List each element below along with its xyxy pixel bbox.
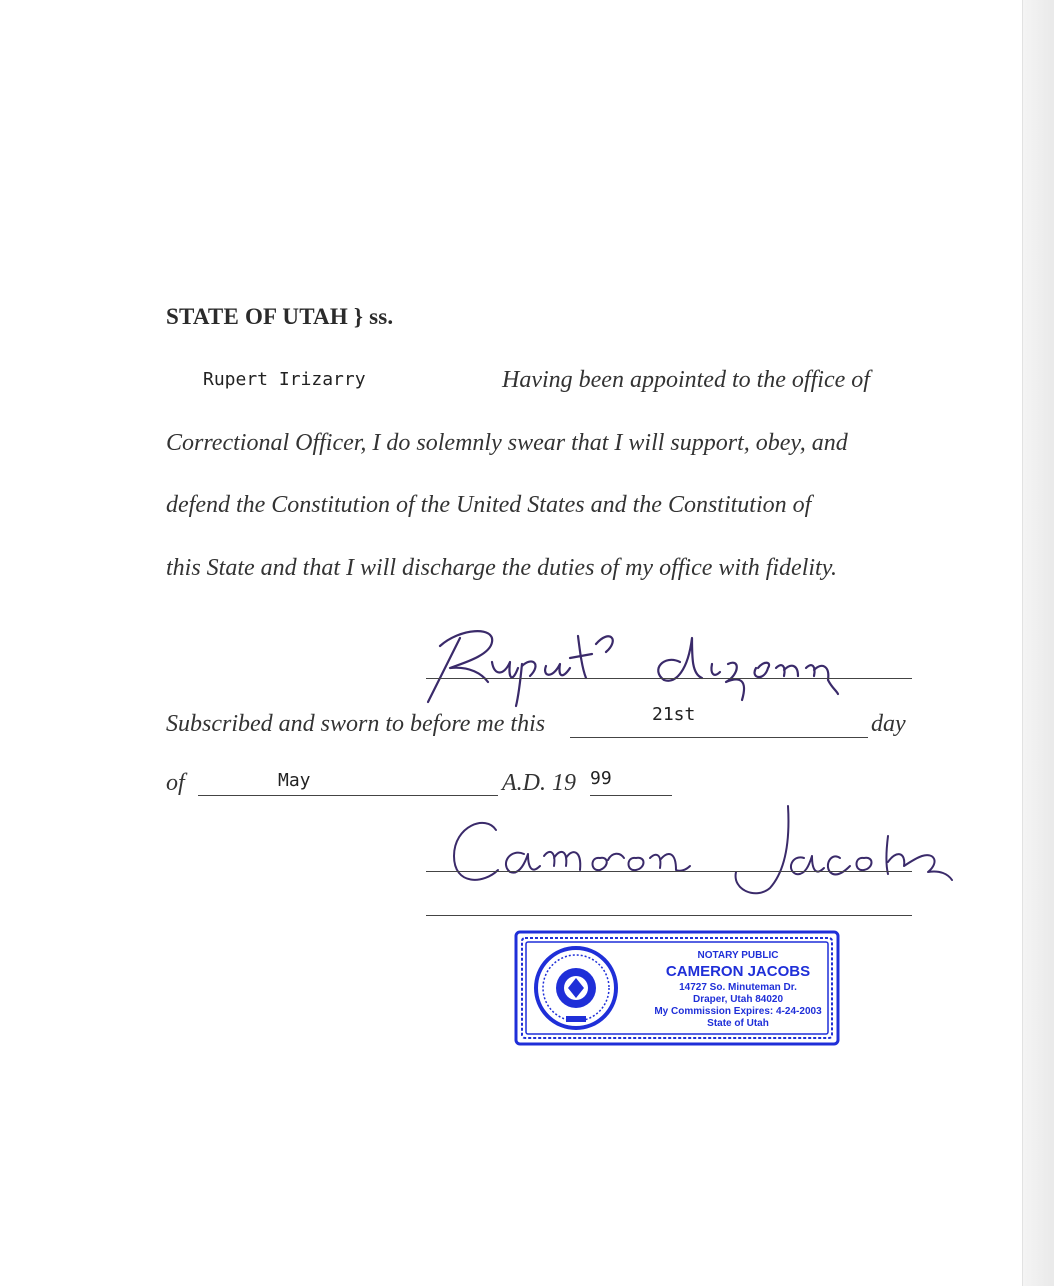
day-line bbox=[570, 737, 868, 738]
state-heading: STATE OF UTAH } ss. bbox=[166, 304, 394, 329]
day-label: day bbox=[871, 711, 906, 737]
notary-stamp bbox=[514, 930, 840, 1046]
year-suffix: 99 bbox=[590, 768, 612, 789]
stamp-address-1: 14727 So. Minuteman Dr. bbox=[679, 982, 797, 993]
year-line bbox=[590, 795, 672, 796]
month-line bbox=[198, 795, 498, 796]
stamp-state: State of Utah bbox=[707, 1018, 769, 1029]
day-value: 21st bbox=[652, 704, 696, 725]
of-label: of bbox=[166, 770, 185, 796]
subscribed-text: Subscribed and sworn to before me this bbox=[166, 711, 546, 737]
notary-signature-line bbox=[426, 871, 912, 872]
oath-line-3: defend the Constitution of the United States and the Constitution of bbox=[166, 492, 812, 518]
page-edge bbox=[1022, 0, 1054, 1286]
oath-line-4: this State and that I will discharge the duties of my office with fidelity. bbox=[166, 555, 838, 581]
appointee-signature bbox=[420, 618, 860, 708]
notary-second-line bbox=[426, 915, 912, 916]
oath-line-2: Correctional Officer, I do solemnly swear that I will support, obey, and bbox=[166, 430, 848, 456]
stamp-address-2: Draper, Utah 84020 bbox=[692, 994, 784, 1005]
stamp-title: NOTARY PUBLIC bbox=[697, 950, 779, 961]
stamp-name: CAMERON JACOBS bbox=[665, 963, 811, 980]
stamp-commission: My Commission Expires: 4-24-2003 bbox=[654, 1006, 822, 1017]
ad-prefix: A.D. 19 bbox=[502, 770, 576, 796]
notary-signature bbox=[440, 800, 960, 900]
month-value: May bbox=[278, 770, 311, 791]
appointee-name: Rupert Irizarry bbox=[203, 369, 366, 390]
oath-line-1: Having been appointed to the office of bbox=[502, 367, 870, 393]
appointee-signature-line bbox=[426, 678, 912, 679]
